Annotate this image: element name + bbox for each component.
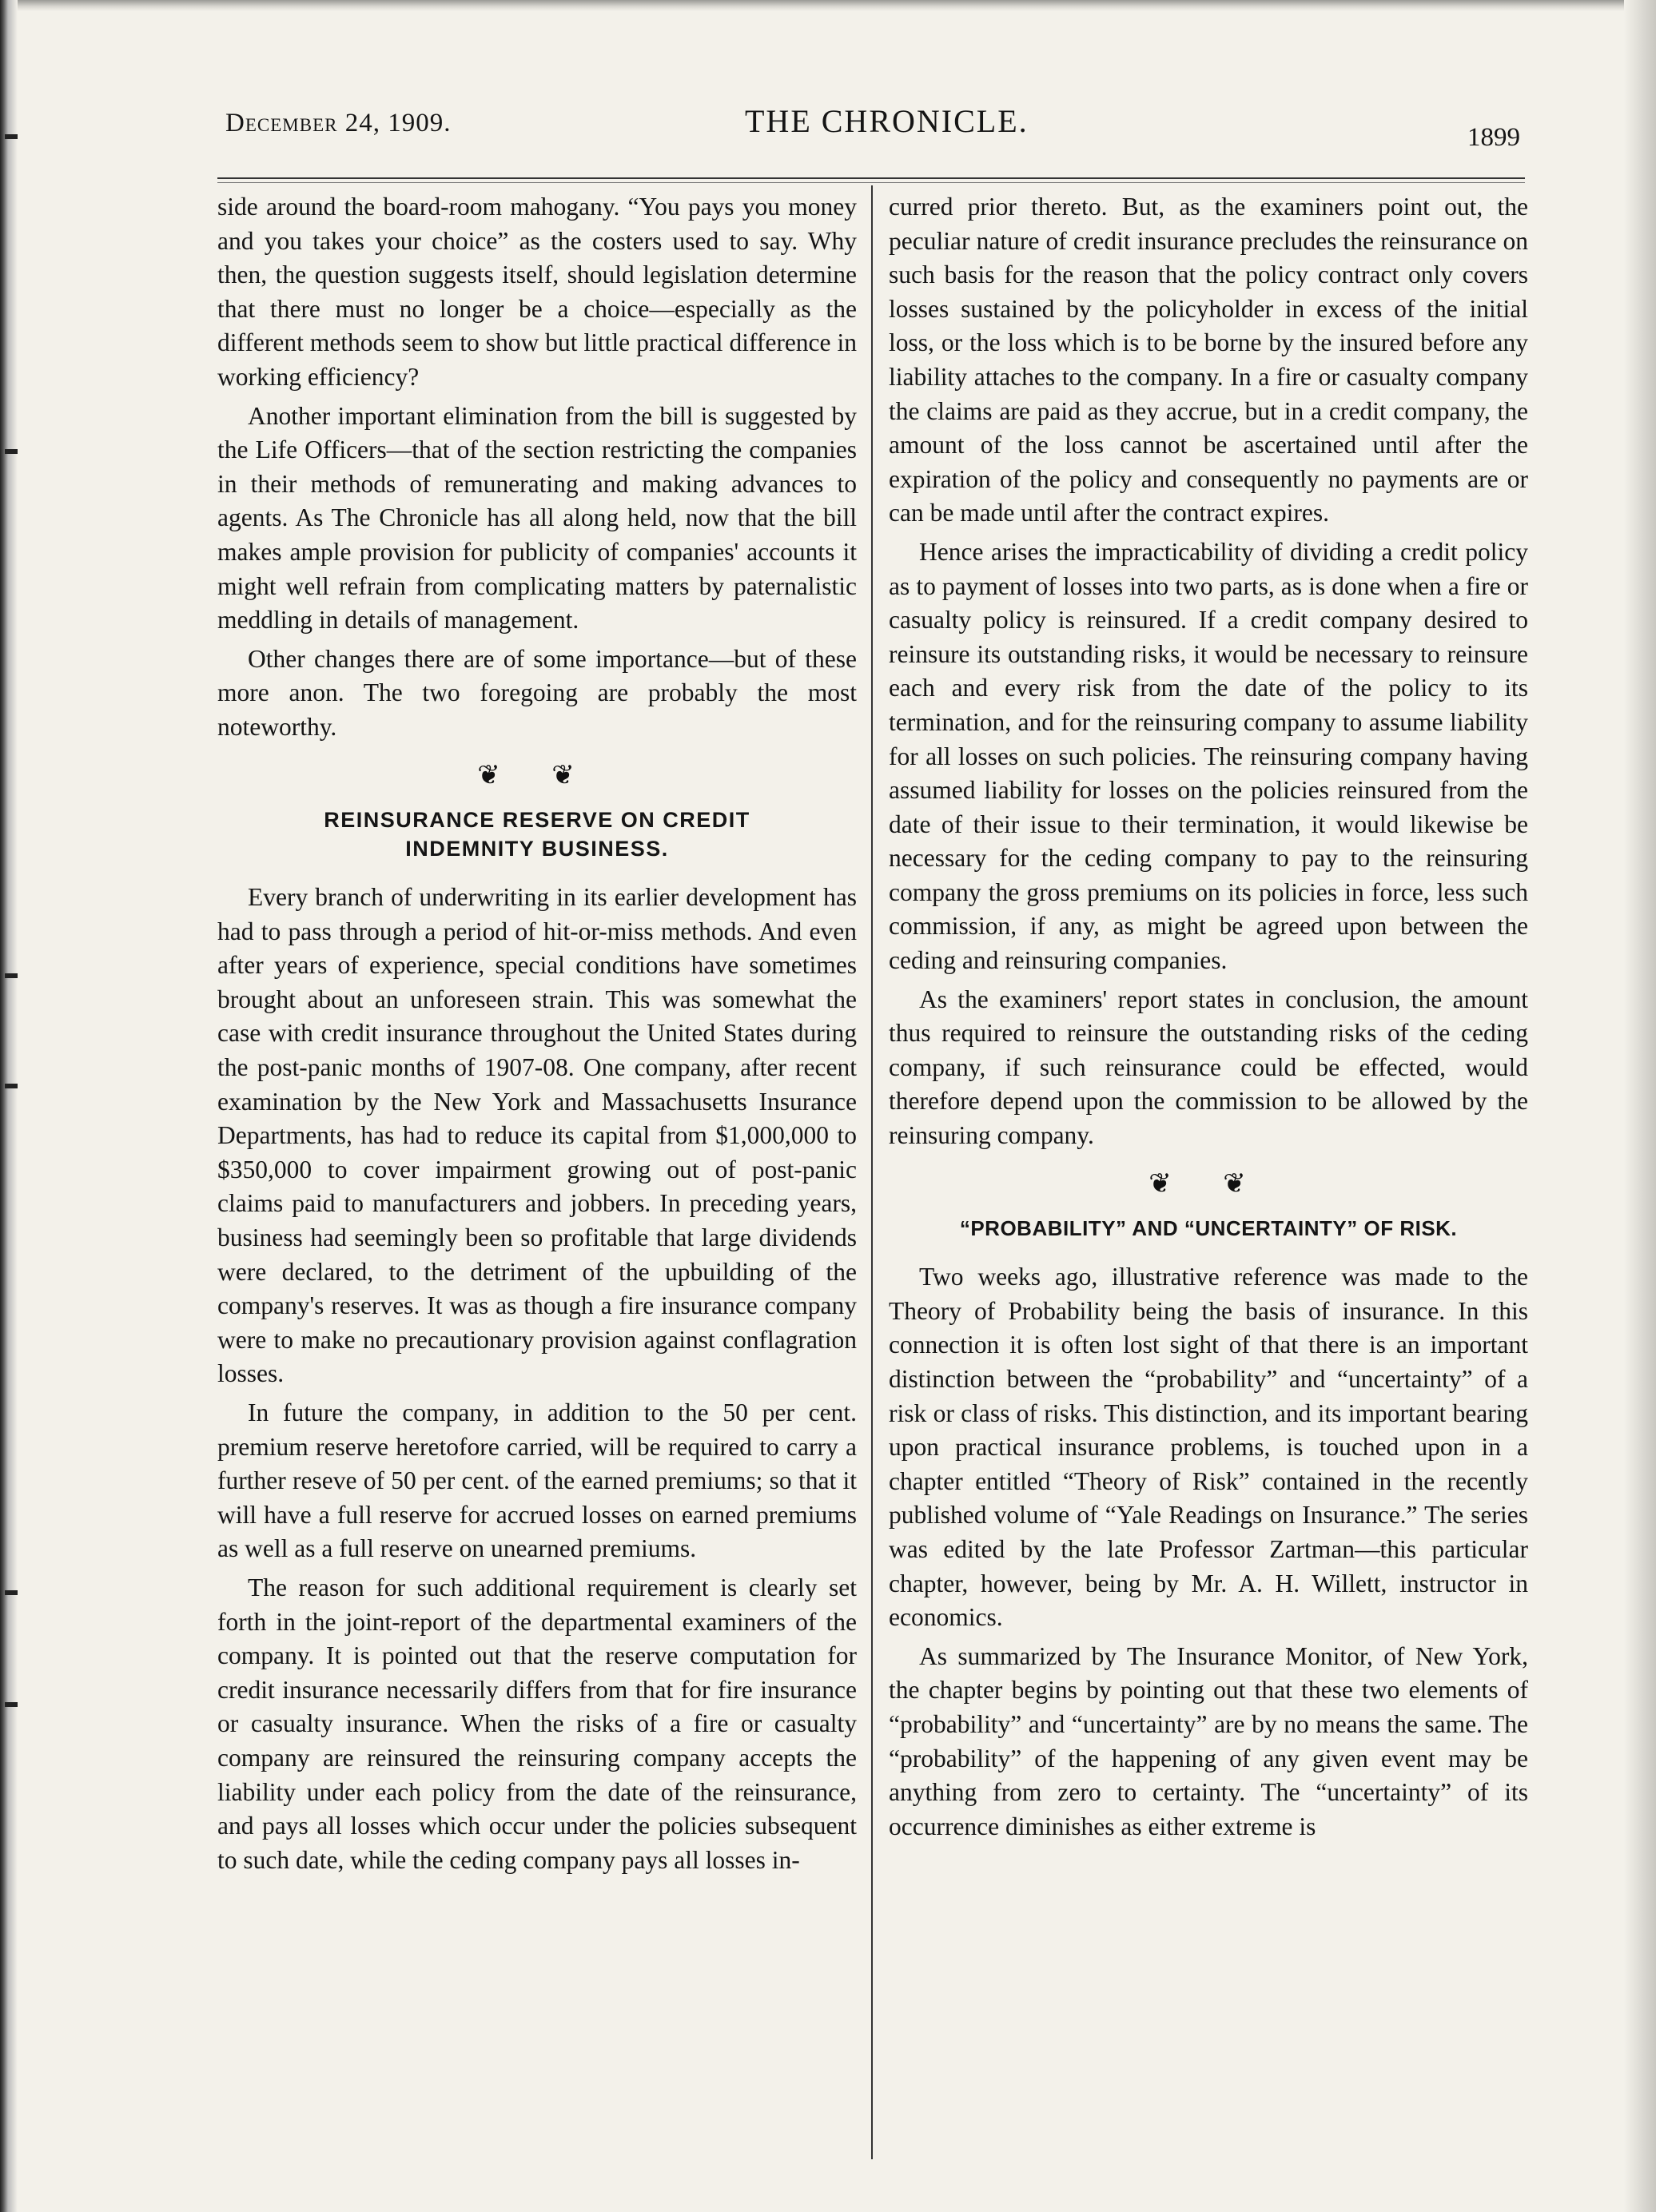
paragraph: side around the board-room mahogany. “You pays you money and you takes your choice” as the costers used to say. Why then, the question suggests itself, should legislation determine that there must no longer be a choice—especially as the different methods seem to show but little practical difference in working efficiency? xyxy=(217,193,857,391)
right-column xyxy=(889,190,1528,1844)
binding-mark xyxy=(5,1590,18,1595)
paragraph: Hence arises the impracticability of dividing a credit policy as to payment of losses into two parts, as is done when a fire or casualty policy is reinsured. If a credit company desired to reinsure its outstanding risks, it would be necessary to reinsure each and every risk from the date of the policy to its termination, and for the reinsuring company to assume liability for all losses on such policies. The reinsuring company having assumed liability for losses on the policies reinsured from the date of their issue to their termination, it would likewise be necessary for the ceding company to pay to the reinsuring company the gross premiums on its policies in force, less such commission, if any, as might be agreed upon between the ceding and reinsuring companies. xyxy=(889,537,1528,975)
paragraph: In future the company, in addition to the 50 per cent. premium reserve heretofore carried, will be required to carry a further reseve of 50 per cent. of the earned premiums; so that it will have a full reserve for accrued losses on earned premiums as well as a full reserve on unearned premiums. xyxy=(217,1398,857,1563)
section-heading-line: REINSURANCE RESERVE ON CREDIT xyxy=(324,808,750,833)
section-ornament: ❦ ❦ xyxy=(477,760,597,790)
section-heading xyxy=(217,806,857,863)
paragraph: As the examiners' report states in conclusion, the amount thus required to reinsure the outstanding risks of the ceding company, if such reinsurance could be effected, would therefore depend upon the commission to be allowed by the reinsuring company. xyxy=(889,985,1528,1150)
column-divider xyxy=(871,185,873,2159)
header-title: THE CHRONICLE. xyxy=(745,103,1029,139)
section-heading-line: INDEMNITY BUSINESS. xyxy=(405,837,669,861)
binding-mark xyxy=(5,1702,18,1707)
header-rule xyxy=(217,177,1525,183)
page-top-edge xyxy=(0,0,1656,11)
section-ornament: ❦ ❦ xyxy=(1148,1168,1268,1199)
page-binding-edge xyxy=(0,0,18,2212)
binding-mark xyxy=(5,973,18,978)
section-heading: “PROBABILITY” AND “UNCERTAINTY” OF RISK. xyxy=(959,1216,1458,1241)
left-column xyxy=(217,190,857,1877)
paragraph: curred prior thereto. But, as the examiners point out, the peculiar nature of credit insurance precludes the reinsurance on such basis for the reason that the policy contract only covers losses sustained by the policyholder in excess of the initial loss, or the loss which is to be borne by the insured before any liability attaches to the company. In a fire or casualty company the claims are paid as they accrue, but in a credit company, the amount of the loss cannot be ascertained until after the expiration of the policy and consequently no payments are or can be made until after the contract expires. xyxy=(889,193,1528,527)
paragraph: Two weeks ago, illustrative reference was made to the Theory of Probability being the basis of insurance. In this connection it is often lost sight of that there is an important distinction between the “probability” and “uncertainty” of a risk or class of risks. This distinction, and its important bearing upon practical insurance problems, is touched upon in a chapter entitled “Theory of Risk” contained in the recently published volume of “Yale Readings on Insurance.” The series was edited by the late Professor Zartman—this particular chapter, however, being by Mr. A. H. Willett, instructor in economics. xyxy=(889,1263,1528,1632)
paragraph: Every branch of underwriting in its earlier development has had to pass through a period of hit-or-miss methods. And even after years of experience, special conditions have sometimes brought about an unforeseen strain. This was somewhat the case with credit insurance throughout the United States during the post-panic months of 1907-08. One company, after recent examination by the New York and Massachusetts Insurance Departments, has had to reduce its capital from $1,000,000 to $350,000 to cover impairment growing out of post-panic claims paid to manufacturers and jobbers. In preceding years, business had seemingly been so profitable that large dividends were declared, to the detriment of the upbuilding of the company's reserves. It was as though a fire insurance company were to make no precautionary provision against conflagration losses. xyxy=(217,883,857,1388)
header-page-number: 1899 xyxy=(1467,123,1520,152)
binding-mark xyxy=(5,449,18,454)
paragraph: As summarized by The Insurance Monitor, of New York, the chapter begins by pointing out that these two elements of “probability” and “uncertainty” are by no means the same. The “probability” of the happening of any given event may be anything from zero to certainty. The “uncertainty” of its occurrence diminishes as either extreme is xyxy=(889,1641,1528,1840)
paragraph: Another important elimination from the bill is suggested by the Life Officers—that of the section restricting the companies in their methods of remunerating and making advances to agents. As The Chronicle has all along held, now that the bill makes ample provision for publicity of companies' accounts it might well refrain from complicating matters by paternalistic meddling in details of management. xyxy=(217,401,857,635)
header-date: December 24, 1909. xyxy=(225,109,452,137)
binding-mark xyxy=(5,134,18,139)
page-header xyxy=(225,102,1520,158)
paragraph: Other changes there are of some importance—but of these more anon. The two foregoing are probably the most noteworthy. xyxy=(217,644,857,741)
paragraph: The reason for such additional requirement is clearly set forth in the joint-report of the departmental examiners of the company. It is pointed out that the reserve computation for credit insurance necessarily differs from that for fire insurance or casualty insurance. When the risks of a fire or casualty company are reinsured the reinsuring company accepts the liability under each policy from the date of the reinsurance, and pays all losses which occur under the policies subsequent to such date, while the ceding company pays all losses in- xyxy=(217,1573,857,1874)
page-right-edge xyxy=(1624,0,1656,2212)
binding-mark xyxy=(5,1084,18,1088)
